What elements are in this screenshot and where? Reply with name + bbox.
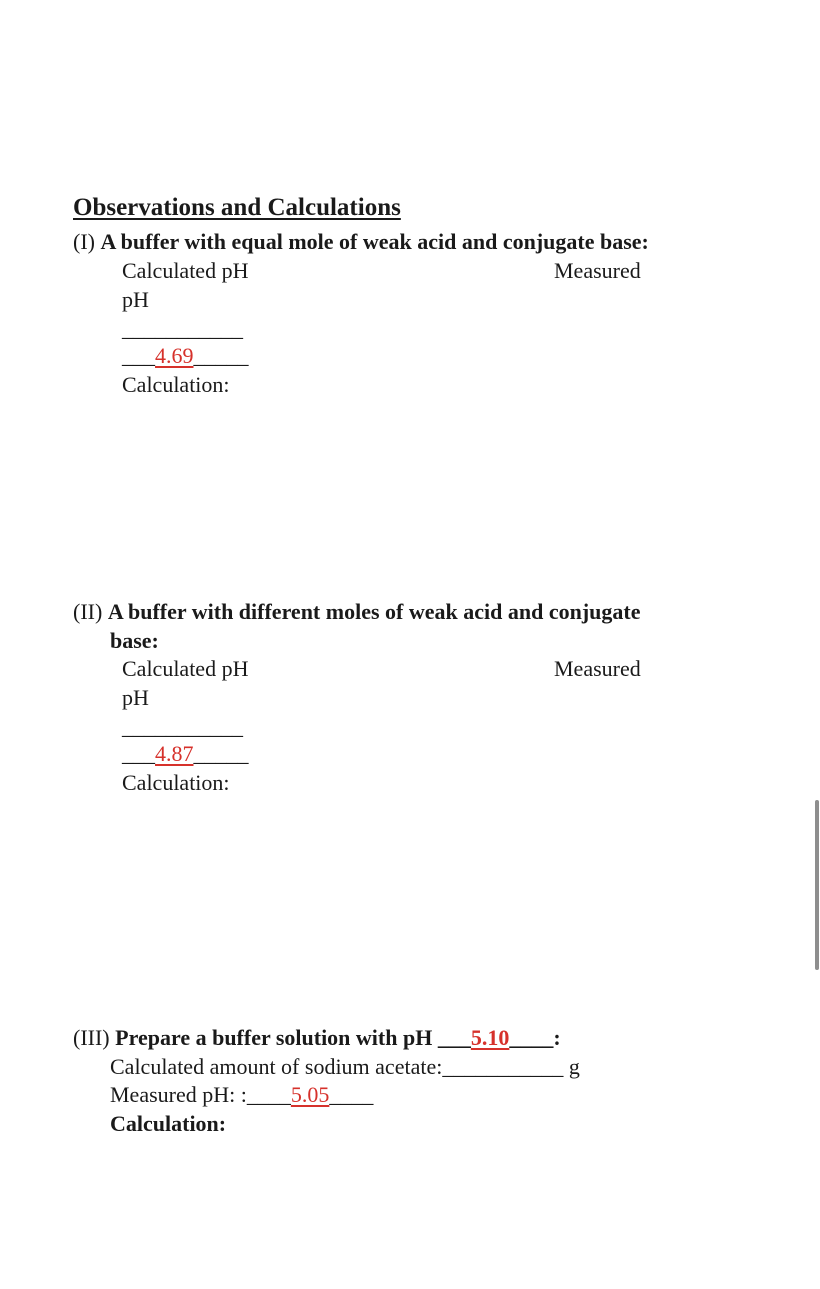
section-2-measured-value: 4.87 — [155, 741, 194, 766]
section-2-value-suffix: _____ — [193, 741, 249, 766]
section-3-number: (III) — [73, 1025, 116, 1050]
section-3-measured-prefix: ____ — [246, 1082, 291, 1107]
section-1-calculated-ph-label: Calculated pH — [122, 258, 249, 283]
section-3-measured-suffix: ____ — [329, 1082, 374, 1107]
section-2-ph-label: pH — [122, 685, 149, 710]
section-1-value-prefix: ___ — [122, 343, 155, 368]
sodium-acetate-blank: ___________ — [442, 1054, 564, 1079]
section-3-calculation-label: Calculation: — [110, 1111, 227, 1136]
sodium-acetate-label: Calculated amount of sodium acetate: — [110, 1054, 443, 1079]
section-2-blank-line: ___________ — [122, 714, 243, 739]
section-2-calculation-label: Calculation: — [122, 770, 230, 795]
sodium-acetate-unit: g — [563, 1054, 580, 1079]
section-1-blank-line: ___________ — [122, 316, 243, 341]
section-3-target-ph: 5.10 — [470, 1025, 510, 1050]
section-1-title: A buffer with equal mole of weak acid and conjugate base: — [100, 229, 649, 254]
section-2-title-continued: base: — [110, 628, 159, 653]
section-1-number: (I) — [73, 229, 101, 254]
section-2-header — [73, 599, 640, 625]
section-3-measured-line — [110, 1082, 373, 1108]
section-3-ph-suffix: ____: — [509, 1025, 561, 1050]
section-2-value-prefix: ___ — [122, 741, 155, 766]
section-3-measured-value: 5.05 — [290, 1082, 330, 1107]
section-1-measured-value: 4.69 — [155, 343, 194, 368]
section-3-measured-label: Measured pH: : — [110, 1082, 247, 1107]
vertical-scrollbar[interactable] — [815, 800, 819, 970]
section-2-calculated-ph-label: Calculated pH — [122, 656, 249, 681]
section-2-measured-value-line — [122, 741, 249, 767]
section-3-header — [73, 1025, 561, 1051]
section-1-header — [73, 229, 649, 255]
page-title: Observations and Calculations — [73, 194, 401, 221]
section-3-title: Prepare a buffer solution with pH — [115, 1025, 438, 1050]
section-1-measured-value-line — [122, 343, 249, 369]
section-1-measured-label: Measured — [554, 258, 641, 283]
section-2-title: A buffer with different moles of weak acid and conjugate — [107, 599, 641, 624]
section-2-number: (II) — [73, 599, 108, 624]
section-3-amount-line — [110, 1054, 580, 1080]
section-1-value-suffix: _____ — [193, 343, 249, 368]
section-3-ph-prefix: ___ — [437, 1025, 471, 1050]
section-1-calculation-label: Calculation: — [122, 372, 230, 397]
section-1-ph-label: pH — [122, 287, 149, 312]
section-2-measured-label: Measured — [554, 656, 641, 681]
